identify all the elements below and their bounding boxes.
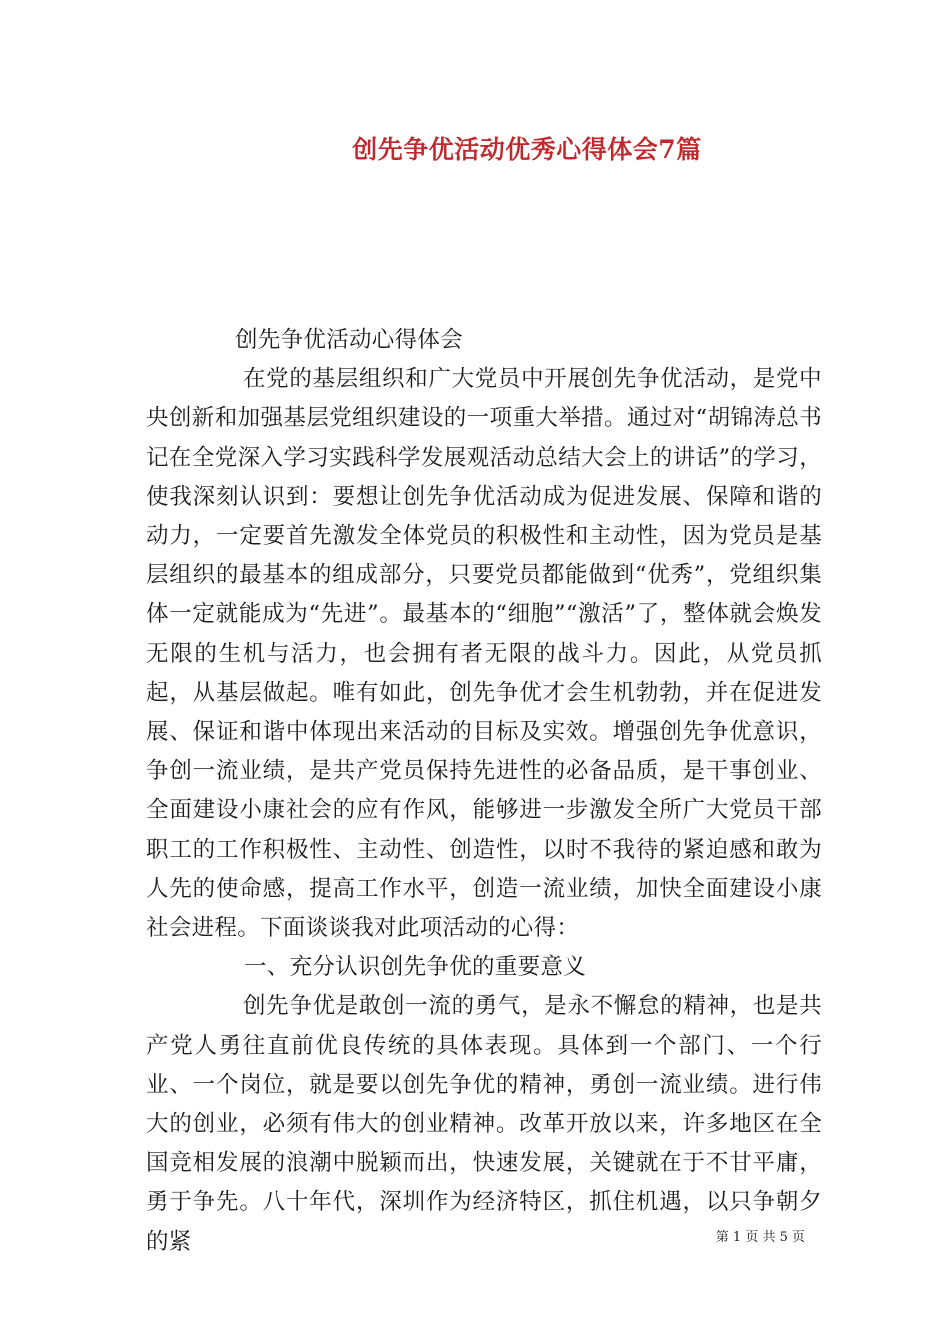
body-paragraph-1: 在党的基层组织和广大党员中开展创先争优活动，是党中央创新和加强基层党组织建设的一项重大举措。通过对“胡锦涛总书记在全党深入学习实践科学发展观活动总结大会上的讲话”的学习，使我深刻认识到：要想让创先争优活动成为促进发展、保障和谐的动力，一定要首先激发全体党员的积极性和主动性，因为党员是基层组织的最基本的组成部分，只要党员都能做到“优秀”，党组织集体一定就能成为“先进”。最基本的“细胞”“激活”了，整体就会焕发无限的生机与活力，也会拥有者无限的战斗力。因此，从党员抓起，从基层做起。唯有如此，创先争优才会生机勃勃，并在促进发展、保证和谐中体现出来活动的目标及实效。增强创先争优意识，争创一流业绩，是共产党员保持先进性的必备品质，是干事创业、全面建设小康社会的应有作风，能够进一步激发全所广大党员干部职工的工作积极性、主动性、创造性，以时不我待的紧迫感和敢为人先的使命感，提高工作水平，创造一流业绩，加快全面建设小康社会进程。下面谈谈我对此项活动的心得： — [146, 366, 822, 942]
section-heading-1: 一、充分认识创先争优的重要意义 — [244, 954, 587, 981]
document-subtitle: 创先争优活动心得体会 — [235, 327, 464, 353]
document-body — [146, 321, 822, 1262]
page-number-footer: 第 1 页 共 5 页 — [715, 1230, 805, 1245]
body-paragraph-2: 创先争优是敢创一流的勇气，是永不懈怠的精神，也是共产党人勇往直前优良传统的具体表现。具体到一个部门、一个行业、一个岗位，就是要以创先争优的精神，勇创一流业绩。进行伟大的创业，必须有伟大的创业精神。改革开放以来，许多地区在全国竞相发展的浪潮中脱颖而出，快速发展，关键就在于不甘平庸，勇于争先。八十年代，深圳作为经济特区，抓住机遇，以只争朝夕的紧 — [146, 993, 822, 1255]
document-title: 创先争优活动优秀心得体会7篇 — [352, 135, 702, 164]
